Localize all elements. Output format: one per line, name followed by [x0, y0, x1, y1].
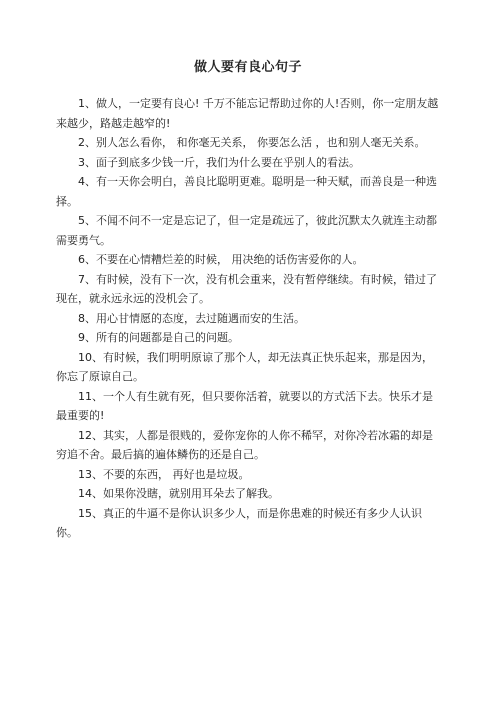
list-item: 1、做人，一定要有良心! 千万不能忘记帮助过你的人!否则，你一定朋友越来越少，路越走越窄的!: [56, 97, 439, 130]
list-item: 8、用心甘情愿的态度，去过随遇而安的生活。: [78, 311, 305, 325]
list-item: 13、不要的东西， 再好也是垃圾。: [78, 467, 250, 481]
list-item: 12、其实，人都是很贱的，爱你宠你的人你不稀罕，对你冷若冰霜的却是穷追不舍。最后搞的遍体鳞伤的还是自己。: [56, 428, 433, 461]
list-item: 15、真正的牛逼不是你认识多少人，而是你患难的时候还有多少人认识你。: [56, 506, 422, 539]
list-item: 2、别人怎么看你， 和你毫无关系， 你要怎么活 ，也和别人毫无关系。: [78, 136, 426, 149]
list-item: 9、所有的问题都是自己的问题。: [78, 331, 239, 344]
list-item: 7、有时候，没有下一次，没有机会重来，没有暂停继续。有时候，错过了现在，就永远永远的没机会了。: [56, 272, 437, 305]
list-item: 3、面子到底多少钱一斤，我们为什么要在乎别人的看法。: [78, 155, 360, 169]
list-item: 11、一个人有生就有死，但只要你活着，就要以的方式活下去。快乐才是最重要的!: [56, 389, 433, 422]
page-title: 做人要有良心句子: [193, 60, 302, 75]
list-item: 14、如果你没瞎，就别用耳朵去了解我。: [78, 487, 279, 500]
list-item: 10、有时候，我们明明原谅了那个人，却无法真正快乐起来，那是因为，你忘了原谅自己。: [56, 350, 433, 383]
list-item: 5、不闻不问不一定是忘记了，但一定是疏远了，彼此沉默太久就连主动都需要勇气。: [56, 214, 437, 247]
list-item: 4、有一天你会明白，善良比聪明更难。聪明是一种天赋，而善良是一种选择。: [56, 175, 437, 208]
list-item: 6、不要在心情糟烂差的时候， 用决绝的话伤害爱你的人。: [78, 253, 364, 266]
sentence-list: [56, 94, 440, 543]
